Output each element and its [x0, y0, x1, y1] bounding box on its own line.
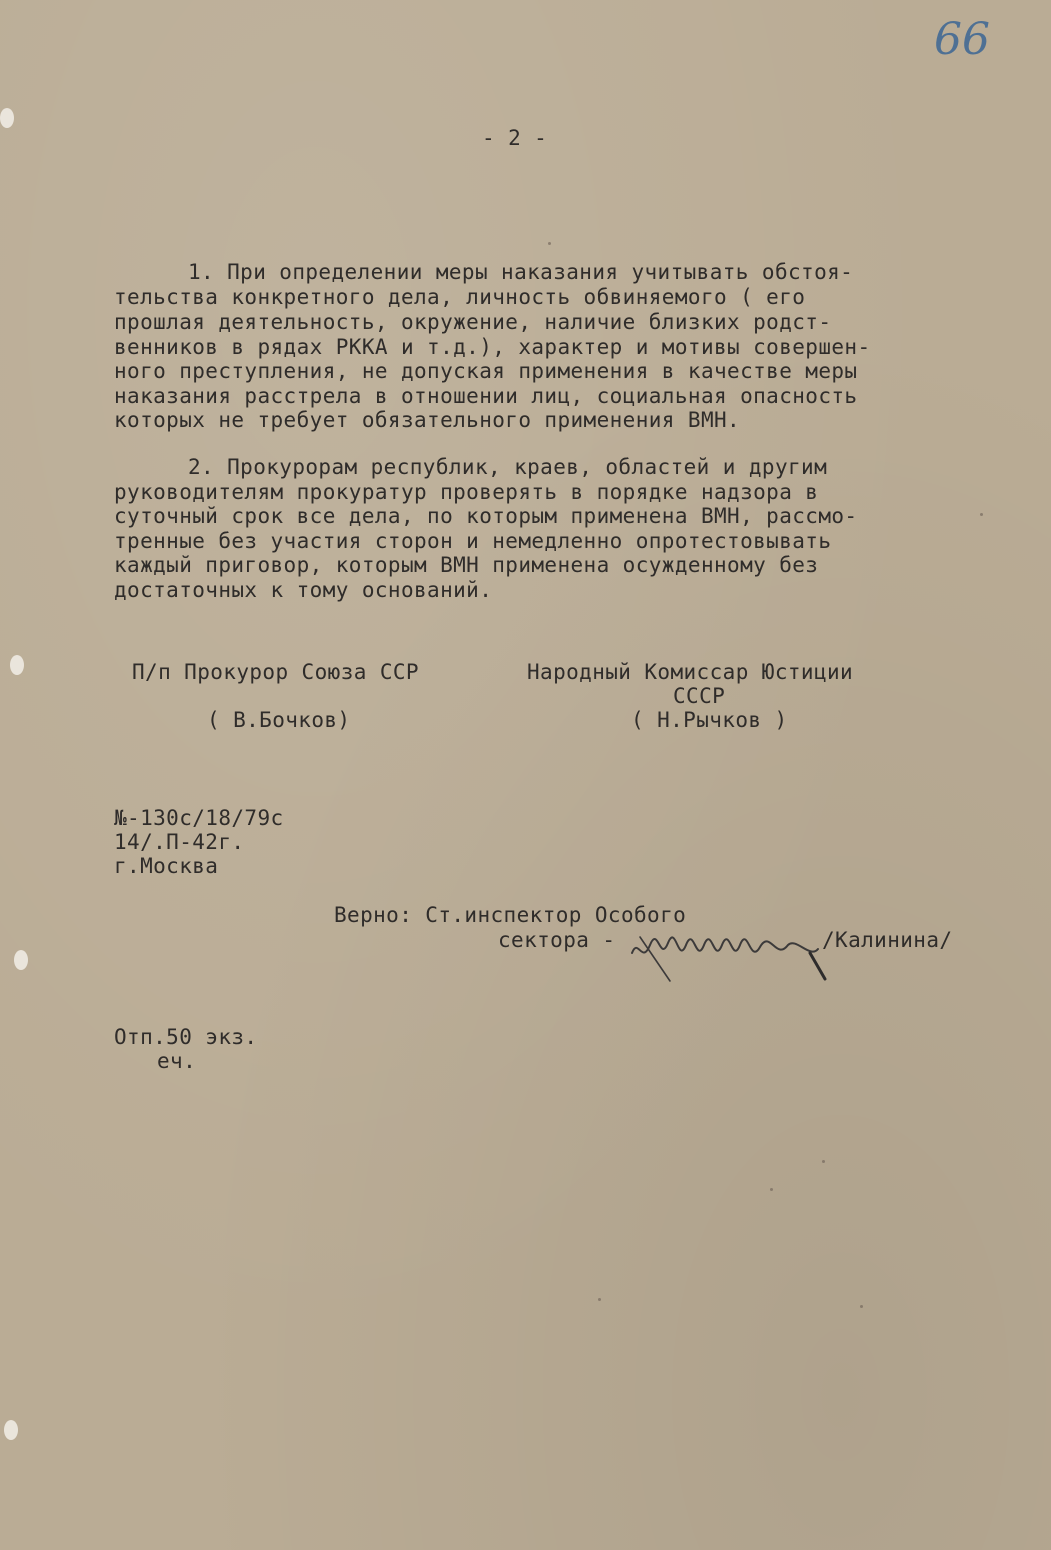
reference-city: г.Москва: [114, 854, 219, 878]
certification-line-2: сектора -: [498, 928, 616, 952]
speck: [548, 242, 551, 245]
reference-date: 14/.П-42г.: [114, 830, 245, 854]
punch-hole: [14, 950, 28, 970]
item-1-line: ного преступления, не допуская применения в качестве меры: [114, 359, 858, 383]
certification-name: /Калинина/: [822, 928, 953, 952]
speck: [822, 1160, 825, 1163]
item-2-line: достаточных к тому оснований.: [114, 578, 493, 602]
item-1-line: 1. При определении меры наказания учитывать обстоя-: [188, 260, 854, 284]
item-1-line: тельства конкретного дела, личность обвиняемого ( его: [114, 285, 806, 309]
item-2-line: тренные без участия сторон и немедленно опротестовывать: [114, 529, 832, 553]
signature-left-title: П/п Прокурор Союза ССР: [132, 660, 419, 684]
item-1-line: венников в рядах РККА и т.д.), характер и мотивы совершен-: [114, 335, 871, 359]
speck: [770, 1188, 773, 1191]
certification-line-1: Верно: Ст.инспектор Особого: [334, 903, 687, 927]
item-2-line: суточный срок все дела, по которым применена ВМН, рассмо-: [114, 504, 858, 528]
punch-hole: [10, 655, 24, 675]
item-1-line: прошлая деятельность, окружение, наличие близких родст-: [114, 310, 832, 334]
copies-note-2: еч.: [157, 1049, 197, 1073]
speck: [980, 513, 983, 516]
signature-right-name: ( Н.Рычков ): [631, 708, 788, 732]
item-2-line: каждый приговор, которым ВМН применена осужденному без: [114, 553, 819, 577]
signature-left-name: ( В.Бочков): [207, 708, 351, 732]
item-2-line: 2. Прокурорам республик, краев, областей и другим: [188, 455, 828, 479]
signature-right-title-2: СССР: [673, 684, 726, 708]
folio-number: 66: [934, 14, 990, 65]
signature-right-title: Народный Комиссар Юстиции: [527, 660, 854, 684]
punch-hole: [0, 108, 14, 128]
punch-hole: [4, 1420, 18, 1440]
speck: [860, 1305, 863, 1308]
copies-note: Отп.50 экз.: [114, 1025, 258, 1049]
item-1-line: которых не требует обязательного применения ВМН.: [114, 408, 741, 432]
item-1-line: наказания расстрела в отношении лиц, социальная опасность: [114, 384, 858, 408]
handwritten-signature: [620, 915, 840, 985]
reference-number: №-130с/18/79с: [114, 806, 284, 830]
item-2-line: руководителям прокуратур проверять в порядке надзора в: [114, 480, 819, 504]
speck: [598, 1298, 601, 1301]
page-number: - 2 -: [482, 126, 548, 150]
